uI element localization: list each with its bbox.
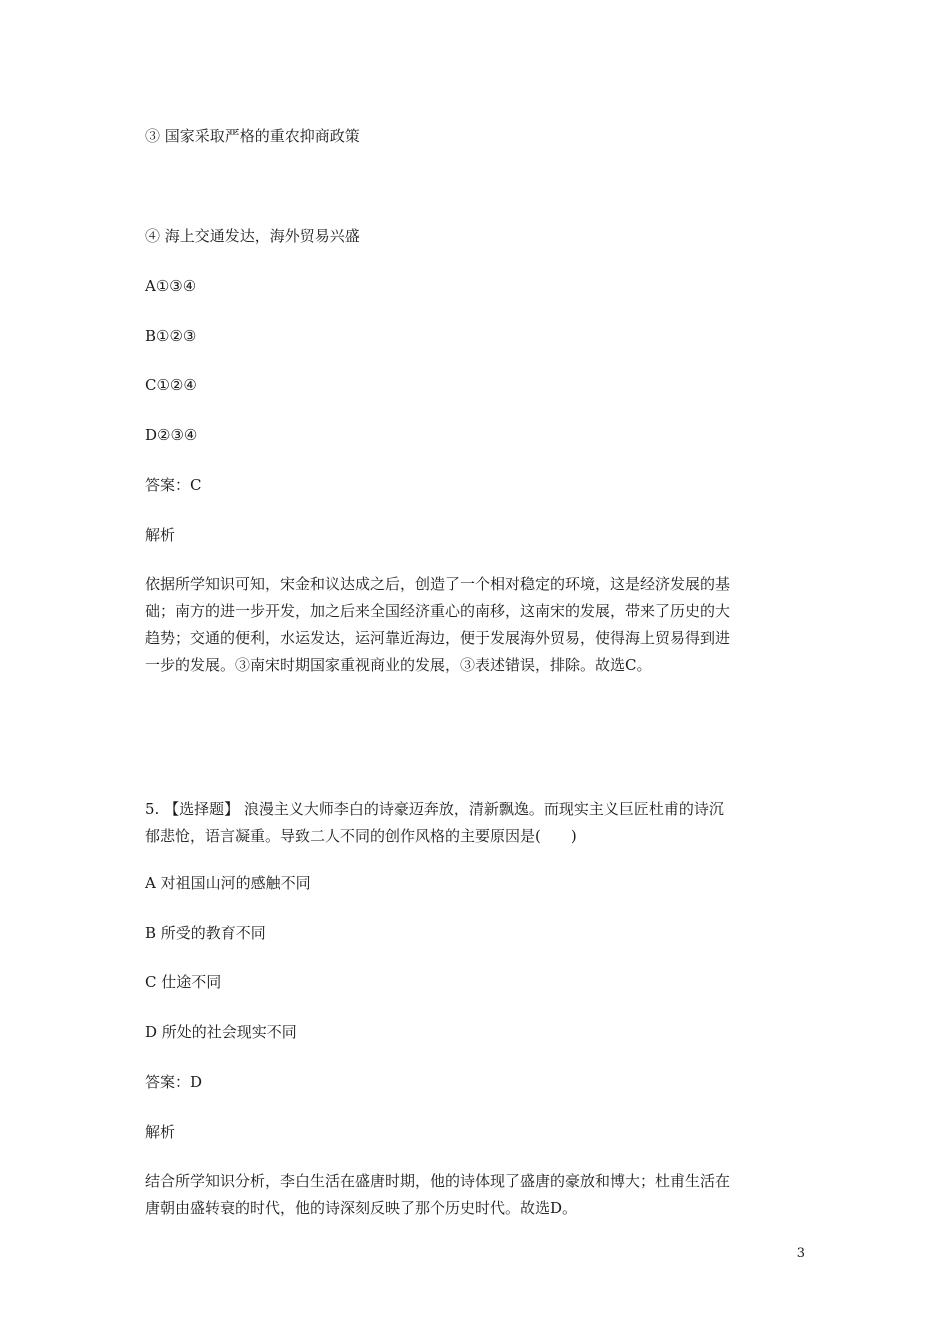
q4-choice-a: A①③④ xyxy=(145,277,197,295)
page-number: 3 xyxy=(796,1246,805,1261)
q5-choice-a: A 对祖国山河的感触不同 xyxy=(145,874,311,892)
q5-choice-c: C 仕途不同 xyxy=(145,973,222,991)
q4-choice-c: C①②④ xyxy=(145,376,197,394)
q5-stem xyxy=(145,796,809,850)
q4-analysis-text xyxy=(145,571,809,679)
q4-choice-d: D②③④ xyxy=(145,426,198,444)
q5-analysis-line: 结合所学知识分析，李白生活在盛唐时期，他的诗体现了盛唐的豪放和博大；杜甫生活在 xyxy=(145,1172,731,1190)
q5-analysis-line: 唐朝由盛转衰的时代，他的诗深刻反映了那个历史时代。故选D。 xyxy=(145,1199,578,1217)
q4-analysis-heading: 解析 xyxy=(145,526,176,544)
q4-answer: 答案：C xyxy=(145,476,202,494)
q5-analysis-text xyxy=(145,1168,809,1222)
q4-analysis-line: 趋势；交通的便利，水运发达，运河靠近海边，便于发展海外贸易，使得海上贸易得到进 xyxy=(145,629,731,647)
q4-option-3: ③ 国家采取严格的重农抑商政策 xyxy=(145,127,360,145)
q4-analysis-line: 依据所学知识可知，宋金和议达成之后，创造了一个相对稳定的环境，这是经济发展的基 xyxy=(145,575,731,593)
q4-analysis-line: 础；南方的进一步开发，加之后来全国经济重心的南移，这南宋的发展，带来了历史的大 xyxy=(145,602,731,620)
q4-option-4: ④ 海上交通发达，海外贸易兴盛 xyxy=(145,227,360,245)
q5-answer: 答案：D xyxy=(145,1073,203,1091)
q5-analysis-heading: 解析 xyxy=(145,1123,176,1141)
q5-stem-line: 郁悲怆，语言凝重。导致二人不同的创作风格的主要原因是( ) xyxy=(145,827,577,845)
q4-choice-b: B①②③ xyxy=(145,327,197,345)
q5-choice-d: D 所处的社会现实不同 xyxy=(145,1023,297,1041)
q5-stem-line: 5. 【选择题】 浪漫主义大师李白的诗豪迈奔放，清新飘逸。而现实主义巨匠杜甫的诗沉 xyxy=(145,800,724,818)
q4-analysis-line: 一步的发展。③南宋时期国家重视商业的发展，③表述错误，排除。故选C。 xyxy=(145,656,652,674)
q5-choice-b: B 所受的教育不同 xyxy=(145,924,266,942)
